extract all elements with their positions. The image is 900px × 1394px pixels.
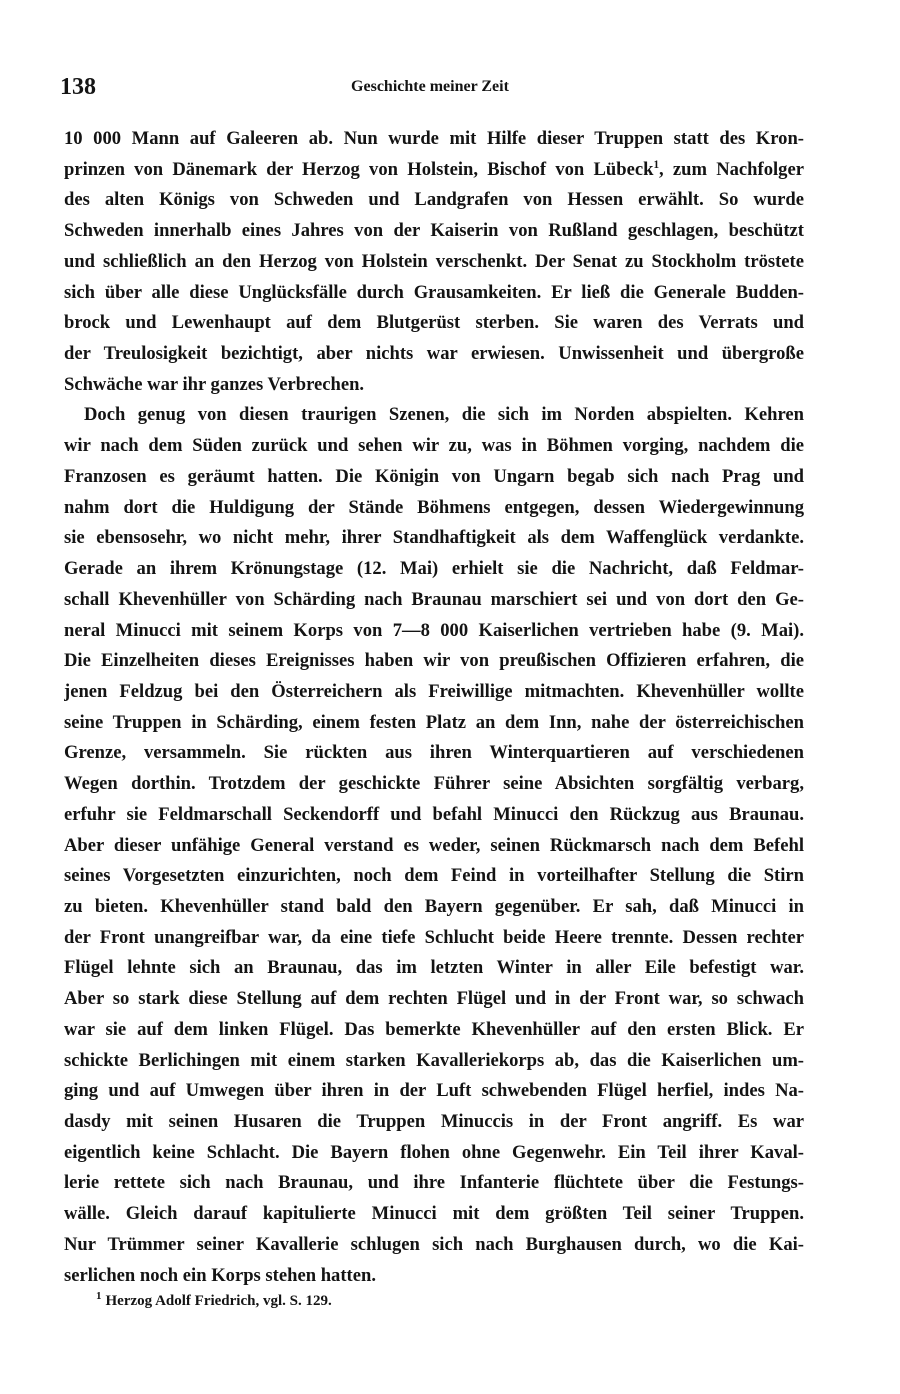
page-header xyxy=(60,74,800,106)
text-line: und schließlich an den Herzog von Holstein verschenkt. Der Senat zu Stockholm tröstete xyxy=(64,250,804,272)
text-line: war sie auf dem linken Flügel. Das bemerkte Khevenhüller auf den ersten Blick. Er xyxy=(64,1018,804,1040)
paragraph-1 xyxy=(64,124,804,400)
text-line: seines Vorgesetzten einzurichten, noch dem Feind in vorteilhafter Stellung die Stirn xyxy=(64,865,804,887)
text-line: Grenze, versammeln. Sie rückten aus ihren Winterquartieren auf verschiedenen xyxy=(64,742,804,764)
text-line: Gerade an ihrem Krönungstage (12. Mai) erhielt sie die Nachricht, daß Feldmar- xyxy=(64,558,804,580)
text-line: jenen Feldzug bei den Österreichern als Freiwillige mitmachten. Khevenhüller wollte xyxy=(64,680,804,702)
text-line: Doch genug von diesen traurigen Szenen, die sich im Norden abspielten. Kehren xyxy=(84,404,804,426)
text-line: erfuhr sie Feldmarschall Seckendorff und befahl Minucci den Rückzug aus Braunau. xyxy=(64,803,804,825)
text-line xyxy=(64,155,804,186)
text-line: zu bieten. Khevenhüller stand bald den Bayern gegenüber. Er sah, daß Minucci in xyxy=(64,895,804,917)
text-line: sie ebensosehr, wo nicht mehr, ihrer Standhaftigkeit als dem Waffenglück verdankte. xyxy=(64,527,804,549)
text-line: dasdy mit seinen Husaren die Truppen Minuccis in der Front angriff. Es war xyxy=(64,1111,804,1132)
text-line: Aber so stark diese Stellung auf dem rechten Flügel und in der Front war, so schwach xyxy=(64,988,804,1010)
text-line: seine Truppen in Schärding, einem festen Platz an dem Inn, nahe der österreichischen xyxy=(64,711,804,733)
text-line: Aber dieser unfähige General verstand es weder, seinen Rückmarsch nach dem Befehl xyxy=(64,834,804,856)
text-line: lerie rettete sich nach Braunau, und ihre Infanterie flüchtete über die Festungs- xyxy=(64,1172,804,1194)
text-line: Schweden innerhalb eines Jahres von der Kaiserin von Rußland geschlagen, beschützt xyxy=(64,220,804,242)
text-line: eigentlich keine Schlacht. Die Bayern flohen ohne Gegenwehr. Ein Teil ihrer Kaval- xyxy=(64,1141,804,1163)
text-line: schall Khevenhüller von Schärding nach Braunau marschiert sei und von dort den Ge- xyxy=(64,588,804,610)
text-line: Franzosen es geräumt hatten. Die Königin von Ungarn begab sich nach Prag und xyxy=(64,465,804,487)
text-line: neral Minucci mit seinem Korps von 7—8 000 Kaiserlichen vertrieben habe (9. Mai). xyxy=(64,619,804,641)
text-line: brock und Lewenhaupt auf dem Blutgerüst sterben. Sie waren des Verrats und xyxy=(64,312,804,334)
body-text xyxy=(64,124,804,1291)
text-line: Flügel lehnte sich an Braunau, das im letzten Winter in aller Eile befestigt war. xyxy=(64,957,804,979)
footnote-text: Herzog Adolf Friedrich, vgl. S. 129. xyxy=(105,1293,332,1309)
text-line: 10 000 Mann auf Galeeren ab. Nun wurde mit Hilfe dieser Truppen statt des Kron- xyxy=(64,128,804,149)
text-line: Die Einzelheiten dieses Ereignisses haben wir von preußischen Offizieren erfahren, die xyxy=(64,650,804,672)
text-line-part: prinzen von Dänemark der Herzog von Holstein, Bischof von Lübeck xyxy=(64,158,654,180)
footnote-mark: 1 xyxy=(96,1290,102,1302)
paragraph-2 xyxy=(64,400,804,1291)
text-line: schickte Berlichingen mit einem starken Kavalleriekorps ab, das die Kaiserlichen um- xyxy=(64,1049,804,1071)
text-line: wir nach dem Süden zurück und sehen wir zu, was in Böhmen vorging, nachdem die xyxy=(64,435,804,457)
running-title: Geschichte meiner Zeit xyxy=(351,78,509,95)
footnote xyxy=(96,1290,796,1310)
text-line: Wegen dorthin. Trotzdem der geschickte Führer seine Absichten sorgfältig verbarg, xyxy=(64,773,804,795)
text-line: sich über alle diese Unglücksfälle durch Grausamkeiten. Er ließ die Generale Budden- xyxy=(64,281,804,303)
text-line: serlichen noch ein Korps stehen hatten. xyxy=(64,1264,376,1286)
text-line: des alten Königs von Schweden und Landgrafen von Hessen erwählt. So wurde xyxy=(64,189,804,211)
text-line: der Front unangreifbar war, da eine tiefe Schlucht beide Heere trennte. Dessen rechter xyxy=(64,926,804,948)
text-line: nahm dort die Huldigung der Stände Böhmens entgegen, dessen Wiedergewinnung xyxy=(64,496,804,518)
text-line: Schwäche war ihr ganzes Verbrechen. xyxy=(64,373,365,395)
page-number: 138 xyxy=(60,74,96,100)
text-line: wälle. Gleich darauf kapitulierte Minucci mit dem größten Teil seiner Truppen. xyxy=(64,1203,804,1225)
text-line-part: , zum Nachfolger xyxy=(659,158,804,180)
text-line: Nur Trümmer seiner Kavallerie schlugen sich nach Burghausen durch, wo die Kai- xyxy=(64,1233,804,1255)
footnote-reference: 1 xyxy=(653,158,660,171)
text-line: der Treulosigkeit bezichtigt, aber nichts war erwiesen. Unwissenheit und übergroße xyxy=(64,343,804,365)
text-line: ging und auf Umwegen über ihren in der Luft schwebenden Flügel herfiel, indes Na- xyxy=(64,1080,804,1102)
